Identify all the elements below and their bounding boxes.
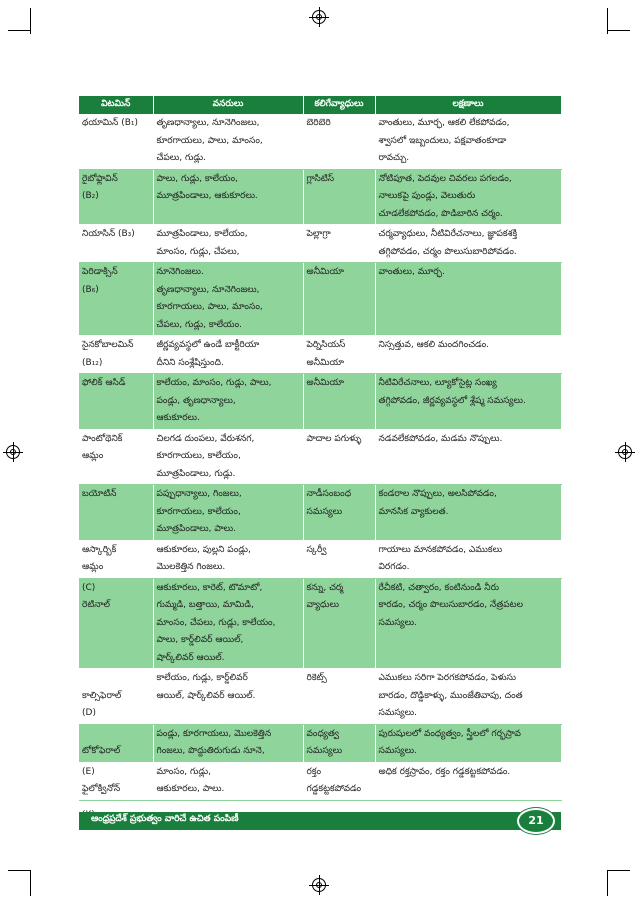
cell-sources (153, 540, 303, 578)
cell-line: చూడలేకపోవడం, పొడిబారిన చర్మం. (378, 208, 503, 219)
footer-text: ఆంధ్రప్రదేశ్ ప్రభుత్వం వారిచే ఉచిత పంపిణీ (91, 814, 239, 824)
cell-line: కాలేయం, మాంసం, గుడ్లు, పాలు, (156, 378, 272, 388)
cell-disease (303, 485, 375, 541)
cell-line: ఆయిల్, షార్క్‌లివర్ ఆయిల్. (156, 690, 256, 701)
cell-line: రెటినాల్ (82, 600, 111, 610)
cell-line: నాలుకపై పుండ్లు, వెలుతురు (378, 191, 476, 201)
cell-line: మూత్రపిండాలు, గుడ్లు. (156, 468, 236, 479)
table-body (79, 114, 561, 800)
header-vitamin: విటమిన్ (79, 96, 153, 114)
table-row (79, 336, 561, 374)
cell-symptoms (375, 762, 561, 800)
cell-line: ఫైలోక్వినోన్ (82, 784, 121, 794)
cell-line: ఎముకలు సరిగా పెరగకపోవడం, పెళుసు (378, 673, 516, 683)
table-row (79, 485, 561, 541)
cell-symptoms (375, 578, 561, 669)
cell-line: (B₆) (82, 284, 99, 295)
cell-line: అనీమియా (306, 357, 345, 368)
cell-symptoms (375, 225, 561, 263)
cell-line: మొలకెత్తిన గింజలు. (156, 562, 226, 572)
cell-line: చేపలు, గుడ్లు, కాలేయం. (156, 319, 242, 330)
cell-sources (153, 336, 303, 374)
cell-vitamin (79, 669, 153, 725)
cell-sources (153, 762, 303, 800)
cell-line: జీర్ణవ్యవస్థలో ఉండే బాక్టీరియా (156, 340, 260, 350)
cell-line: ఫోలిక్ ఆసిడ్ (82, 378, 126, 388)
cell-symptoms (375, 263, 561, 336)
cell-line: కాలేయం, గుడ్లు, కార్డ్‌లివర్ (156, 673, 248, 683)
cell-line: పెరిడాక్సిన్ (82, 267, 118, 277)
cell-line: బయోటిన్ (82, 489, 117, 499)
crop-mark (608, 870, 630, 871)
cell-disease (303, 263, 375, 336)
cell-line: రికెట్స్ (306, 673, 327, 683)
table-row (79, 724, 561, 762)
cell-line: చేపలు, గుడ్లు. (156, 153, 206, 163)
cell-line: స్కర్వీ (306, 544, 327, 555)
crop-mark (8, 870, 30, 871)
cell-line: నిస్సత్తువ, ఆకలి మందగించడం. (378, 340, 490, 350)
cell-disease (303, 336, 375, 374)
cell-vitamin (79, 578, 153, 669)
cell-disease (303, 578, 375, 669)
cell-vitamin (79, 762, 153, 800)
cell-line: (D) (82, 708, 96, 718)
cell-disease (303, 429, 375, 485)
cell-symptoms (375, 669, 561, 725)
cell-line: (C) (82, 582, 96, 593)
cell-line: పెల్లాగ్రా (306, 229, 331, 239)
cell-vitamin (79, 114, 153, 169)
cell-line: సమస్యలు. (378, 746, 418, 756)
cell-symptoms (375, 540, 561, 578)
header-diseases: కలిగేవ్యాధులు (303, 96, 375, 114)
cell-line: పప్పుధాన్యాలు, గింజలు, (156, 489, 242, 499)
cell-line: బెరిబెరి (306, 118, 331, 128)
table-row (79, 540, 561, 578)
cell-line: నోటిపూత, పెదవుల చివరలు పగలడం, (378, 173, 512, 184)
cell-line: కూరగాయలు, పాలు, మాంసం, (156, 302, 263, 312)
cell-vitamin (79, 336, 153, 374)
cell-line: సైనకోబాలమిన్ (82, 340, 134, 350)
table-row (79, 263, 561, 336)
registration-mark-icon (312, 10, 326, 24)
cell-line: సమస్యలు (306, 506, 343, 517)
cell-line: మూత్రపిండాలు, ఆకుకూరలు. (156, 191, 258, 201)
cell-line: గాయాలు మానకపోవడం, ఎముకలు (378, 544, 503, 555)
cell-line: విరగడం. (378, 562, 410, 572)
cell-line: కూరగాయలు, కాలేయం, (156, 451, 241, 461)
cell-line: వంధ్యత్వ (306, 728, 339, 739)
cell-sources (153, 263, 303, 336)
cell-line: థయామిన్ (B₁) (82, 118, 139, 128)
cell-line: ఆమ్లం (82, 451, 104, 461)
cell-vitamin (79, 374, 153, 430)
cell-line: నడవలేకపోవడం, మడమ నొప్పులు. (378, 433, 503, 444)
cell-disease (303, 669, 375, 725)
crop-mark (30, 870, 31, 896)
cell-line: మాంసం, చేపలు, గుడ్లు, కాలేయం, (156, 617, 276, 628)
header-symptoms: లక్షణాలు (375, 96, 561, 114)
cell-line: కూరగాయలు, కాలేయం, (156, 506, 241, 517)
cell-line: గ్లాసిటిస్ (306, 173, 335, 184)
cell-line: తృణధాన్యాలు, నూనెగింజలు, (156, 284, 260, 295)
cell-line: కన్ను, చర్మ (306, 582, 344, 593)
header-sources: వనరులు (153, 96, 303, 114)
crop-mark (608, 30, 630, 31)
table-header-row (79, 96, 561, 114)
cell-sources (153, 374, 303, 430)
cell-symptoms (375, 336, 561, 374)
cell-line: వ్యాధులు (306, 600, 340, 610)
crop-mark (607, 870, 608, 896)
cell-line: షార్క్‌లివర్ ఆయిల్. (156, 652, 225, 663)
cell-line: ఆకుకూరలు, పుల్లని పండ్లు, (156, 544, 251, 555)
cell-vitamin (79, 485, 153, 541)
registration-mark-icon (6, 445, 20, 459)
cell-line: గింజలు, పొద్దుతిరుగుడు నూనె, (156, 746, 265, 756)
table-row (79, 169, 561, 225)
cell-disease (303, 225, 375, 263)
cell-line: కాల్సిఫెరాల్ (82, 690, 122, 701)
cell-disease (303, 114, 375, 169)
cell-line: చర్మవ్యాధులు, నీటివిరేచనాలు, జ్ఞాపకశక్తి (378, 229, 518, 239)
table-row (79, 429, 561, 485)
cell-line: సమస్యలు. (378, 708, 418, 718)
cell-disease (303, 169, 375, 225)
cell-sources (153, 225, 303, 263)
cell-sources (153, 169, 303, 225)
cell-line: వాంతులు, మూర్ఛ. (378, 267, 445, 277)
table-row (79, 114, 561, 169)
cell-line: మానసిక వ్యాకులత. (378, 506, 449, 517)
cell-vitamin (79, 263, 153, 336)
cell-vitamin (79, 169, 153, 225)
table-row (79, 578, 561, 669)
cell-line: తగ్గిపోవడం, జీర్ణవ్యవస్థలో శ్లేష్మ సమస్యలు. (378, 395, 526, 406)
cell-disease (303, 540, 375, 578)
cell-line: (E) (82, 766, 95, 777)
table-row (79, 669, 561, 725)
cell-line: అనీమియా (306, 267, 345, 277)
cell-vitamin (79, 540, 153, 578)
cell-line: చిలగడ దుంపలు, వేరుశనగ, (156, 433, 255, 444)
cell-line: పురుషులలో వంధ్యత్వం, స్త్రీలలో గర్భస్రావ (378, 728, 521, 739)
cell-line: పాదాల పగుళ్ళు (306, 433, 362, 444)
table-row (79, 225, 561, 263)
crop-mark (8, 30, 30, 31)
cell-line: సమస్యలు. (378, 617, 418, 628)
cell-line: మూత్రపిండాలు, పాలు. (156, 524, 237, 534)
cell-line: పండ్లు, కూరగాయలు, మొలకెత్తిన (156, 728, 272, 739)
vitamin-table-container (79, 96, 561, 801)
cell-line: పండ్లు, తృణధాన్యాలు, (156, 395, 236, 406)
cell-line: రైబోఫ్లావిన్ (82, 173, 118, 184)
cell-vitamin (79, 724, 153, 762)
table-row (79, 762, 561, 800)
cell-line: పాలు, గుడ్లు, కాలేయం, (156, 173, 239, 184)
cell-line: కూరగాయలు, పాలు, మాంసం, (156, 135, 263, 146)
cell-disease (303, 724, 375, 762)
registration-mark-icon (618, 445, 632, 459)
crop-mark (30, 8, 31, 34)
cell-symptoms (375, 724, 561, 762)
cell-line: గుమ్మడి, బత్తాయి, మామిడి, (156, 600, 254, 610)
cell-line: వాంతులు, మూర్ఛ, ఆకలి లేకపోవడం, (378, 118, 510, 128)
table-row (79, 374, 561, 430)
cell-line: కండరాల నొప్పులు, అలసిపోవడం, (378, 489, 497, 499)
cell-line: దీనిని సంశ్లేషిస్తుంది. (156, 357, 224, 368)
cell-line: ఆమ్లం (82, 562, 104, 572)
cell-line: ఆస్కార్బిక్ (82, 544, 117, 555)
cell-line: మాంసం, గుడ్లు, చేపలు, (156, 246, 240, 257)
cell-line (82, 726, 150, 744)
cell-sources (153, 669, 303, 725)
cell-line: నాడీసంబంధ (306, 489, 352, 499)
cell-line: మూత్రపిండాలు, కాలేయం, (156, 229, 248, 239)
cell-line: టోకోఫెరాల్ (82, 746, 121, 756)
cell-line: తృణధాన్యాలు, నూనెగింజలు, (156, 118, 260, 128)
cell-symptoms (375, 114, 561, 169)
cell-line: అనీమియా (306, 378, 345, 388)
cell-line: ఆకుకూరలు. (156, 413, 200, 423)
cell-line: బారడం, దొడ్డికాళ్ళు, ముంజేతివాపు, దంత (378, 690, 523, 701)
cell-line: ఆకుకూరలు, కారెట్, టొమాటో, (156, 582, 263, 593)
cell-symptoms (375, 429, 561, 485)
cell-line: నియాసిన్ (B₃) (82, 229, 135, 239)
cell-line: పాంటోథెనిక్ (82, 433, 123, 444)
cell-line: తగ్గిపోవడం, చర్మం పొలుసుబారిపోవడం. (378, 246, 517, 257)
cell-sources (153, 114, 303, 169)
cell-sources (153, 724, 303, 762)
cell-line: కారడం, చర్మం పొలుసుబారడం, నేత్రపటల (378, 600, 523, 610)
cell-symptoms (375, 485, 561, 541)
cell-line: మాంసం, గుడ్లు, (156, 766, 211, 777)
cell-line: రేచీకటి, చత్వారం, కంటినుండి నీరు (378, 582, 500, 593)
cell-line: సమస్యలు (306, 746, 343, 756)
cell-line: శ్వాసలో ఇబ్బందులు, పక్షవాతంకూడా (378, 135, 507, 146)
cell-line: (B₁₂) (82, 357, 103, 368)
registration-mark-icon (312, 878, 326, 892)
cell-line: పెర్నిసియస్ (306, 340, 346, 350)
cell-line (82, 670, 150, 688)
cell-symptoms (375, 169, 561, 225)
cell-line: నూనెగింజలు. (156, 267, 204, 277)
cell-sources (153, 485, 303, 541)
cell-line: ఆకుకూరలు, పాలు. (156, 784, 225, 794)
cell-vitamin (79, 225, 153, 263)
page-footer (79, 812, 561, 830)
page-number: 21 (517, 808, 555, 834)
cell-line: గడ్డకట్టకపోవడం (306, 784, 362, 794)
cell-line: (B₂) (82, 191, 99, 201)
cell-vitamin (79, 429, 153, 485)
cell-sources (153, 578, 303, 669)
cell-line: రావచ్చు. (378, 153, 410, 163)
cell-symptoms (375, 374, 561, 430)
cell-line: పాలు, కార్డ్‌లివర్ ఆయిల్, (156, 635, 244, 645)
cell-line: నీటివిరేచనాలు, ల్యూకోసైట్ల సంఖ్య (378, 378, 497, 388)
cell-disease (303, 374, 375, 430)
cell-sources (153, 429, 303, 485)
cell-disease (303, 762, 375, 800)
vitamin-table (79, 96, 562, 801)
cell-line: రక్తం (306, 766, 322, 777)
cell-line: అధిక రక్తస్రావం, రక్తం గడ్డకట్టకపోవడం. (378, 766, 511, 777)
